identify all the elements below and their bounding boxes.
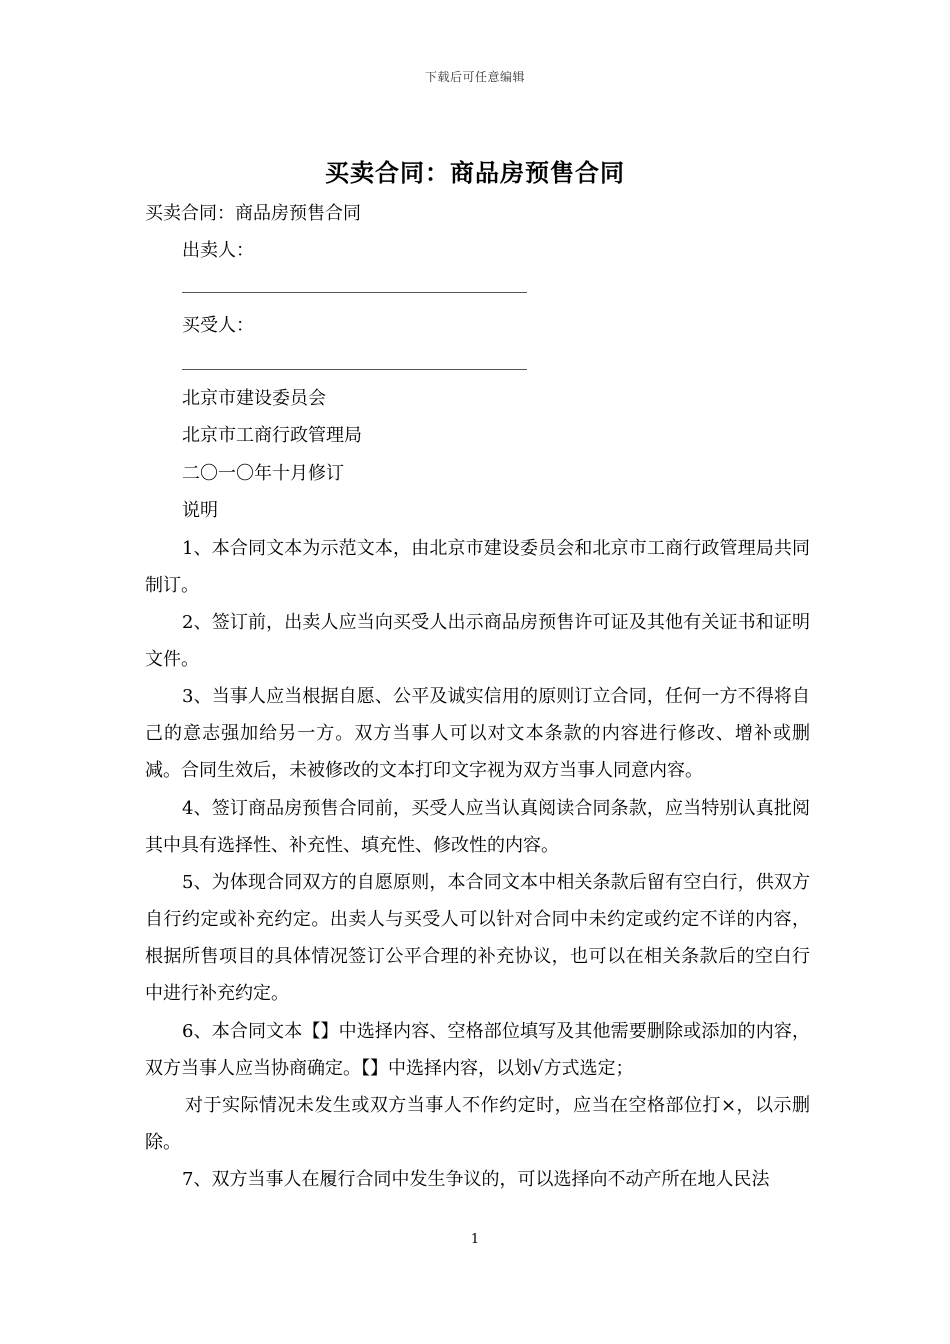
notes-heading: 说明 <box>182 500 218 521</box>
page-number: 1 <box>470 1232 480 1247</box>
issuer-industry-commerce-bureau: 北京市工商行政管理局 <box>182 425 362 446</box>
page-header-note: 下载后可任意编辑 <box>424 70 525 84</box>
note-item: 1、本合同文本为示范文本，由北京市建设委员会和北京市工商行政管理局共同制订。 <box>145 538 810 596</box>
note-item-continuation: 对于实际情况未发生或双方当事人不作约定时，应当在空格部位打×，以示删除。 <box>145 1095 810 1153</box>
seller-blank-line <box>182 292 527 293</box>
issuer-construction-committee: 北京市建设委员会 <box>182 388 326 409</box>
buyer-blank-line <box>182 369 527 370</box>
note-item: 6、本合同文本【】中选择内容、空格部位填写及其他需要删除或添加的内容，双方当事人应当协商确定。【】中选择内容，以划√方式选定； <box>145 1021 810 1079</box>
revision-date: 二〇一〇年十月修订 <box>182 463 344 484</box>
seller-label: 出卖人： <box>182 240 254 261</box>
note-item: 4、签订商品房预售合同前，买受人应当认真阅读合同条款，应当特别认真批阅其中具有选择性、补充性、填充性、修改性的内容。 <box>145 798 810 856</box>
buyer-label: 买受人： <box>182 315 254 336</box>
document-subtitle: 买卖合同：商品房预售合同 <box>145 203 361 224</box>
document-title: 买卖合同：商品房预售合同 <box>325 158 625 187</box>
note-item: 2、签订前，出卖人应当向买受人出示商品房预售许可证及其他有关证书和证明文件。 <box>145 612 810 670</box>
note-item: 3、当事人应当根据自愿、公平及诚实信用的原则订立合同，任何一方不得将自己的意志强加给另一方。双方当事人可以对文本条款的内容进行修改、增补或删减。合同生效后，未被修改的文本打印文字视为双方当事人同意内容。 <box>145 686 810 781</box>
note-item: 7、双方当事人在履行合同中发生争议的，可以选择向不动产所在地人民法 <box>182 1169 770 1190</box>
note-item: 5、为体现合同双方的自愿原则，本合同文本中相关条款后留有空白行，供双方自行约定或补充约定。出卖人与买受人可以针对合同中未约定或约定不详的内容，根据所售项目的具体情况签订公平合理的补充协议，也可以在相关条款后的空白行中进行补充约定。 <box>145 872 810 1004</box>
